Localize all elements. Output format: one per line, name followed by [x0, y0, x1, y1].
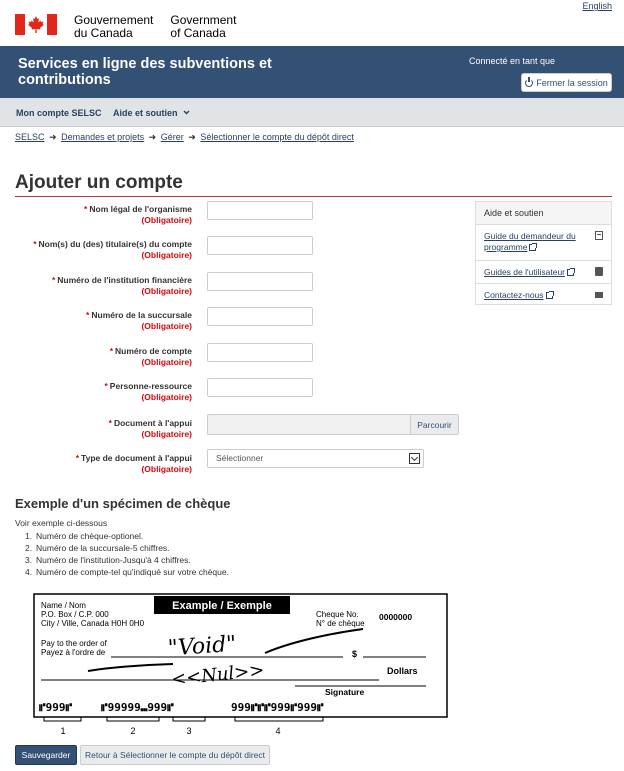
micr-cheque-number: ⑈999⑈: [39, 701, 73, 714]
help-panel-heading: Aide et soutien: [476, 202, 611, 225]
cheque-no-label-1: Cheque No.: [316, 610, 359, 619]
field-label: * Numéro de compte (Obligatoire): [109, 346, 192, 367]
app-banner: [0, 46, 624, 98]
gov-name-en: Government of Canada: [170, 13, 237, 40]
dollar-sign: $: [352, 649, 358, 659]
dollars-label: Dollars: [387, 666, 418, 676]
cheque-po: P.O. Box / C.P. 000: [41, 610, 109, 619]
logout-button[interactable]: [521, 73, 612, 92]
envelope-icon: [595, 292, 603, 298]
government-signature: [15, 14, 236, 40]
logout-label: Fermer la session: [536, 77, 608, 88]
list-item: 4. Numéro de compte-tel qu'indiqué sur votre chèque.: [25, 567, 229, 577]
chevron-down-icon: [183, 110, 190, 115]
field-label: * Numéro de l'institution financière (Obligatoire): [51, 275, 192, 296]
link-label: Guide du demandeur du programme: [484, 231, 576, 252]
breadcrumb-manage[interactable]: Gérer: [160, 132, 184, 142]
void-handwriting: "Void": [167, 631, 238, 662]
list-item: 2. Numéro de la succursale-5 chiffres.: [25, 543, 170, 553]
cheque-banner: Example / Exemple: [172, 600, 272, 612]
marker-3: 3: [186, 726, 192, 736]
field-label: * Nom légal de l'organisme (Obligatoire): [84, 204, 192, 225]
select-value: Sélectionner: [216, 453, 264, 463]
signature-label: Signature: [325, 687, 365, 697]
page-title: Ajouter un compte: [15, 172, 183, 193]
cheque-name: Name / Nom: [41, 601, 86, 610]
main-menu: [0, 98, 624, 127]
nul-handwriting: <<Nul>>: [170, 659, 266, 691]
chevron-down-icon: [409, 453, 420, 464]
gov-name-fr: Gouvernement du Canada: [74, 13, 154, 40]
institution-number-input[interactable]: [207, 272, 313, 291]
signed-in-label: Connecté en tant que: [469, 56, 556, 66]
legal-name-input[interactable]: [207, 201, 313, 220]
field-label: * Type de document à l'appui (Obligatoire): [75, 453, 192, 474]
calendar-icon: [595, 231, 603, 240]
marker-1: 1: [60, 726, 66, 736]
menu-item-help[interactable]: [113, 108, 190, 118]
language-toggle-link[interactable]: English: [582, 1, 612, 11]
browse-button[interactable]: Parcourir: [410, 414, 459, 435]
breadcrumb: [15, 132, 354, 143]
external-link-icon: [567, 269, 574, 276]
cheque-specimen-image: [33, 593, 449, 739]
app-title: Services en ligne des subventions et contributions: [18, 56, 272, 88]
marker-4: 4: [275, 726, 281, 736]
marker-2: 2: [130, 726, 136, 736]
account-number-input[interactable]: [207, 343, 313, 362]
cheque-city: City / Ville, Canada H0H 0H0: [41, 619, 145, 628]
external-link-icon: [529, 244, 536, 251]
micr-account: 999⑈⑈⑈999⑈999⑈: [231, 701, 324, 714]
pay-to-label-1: Pay to the order of: [41, 639, 107, 648]
document-type-select[interactable]: [207, 449, 424, 468]
supporting-document-file-input[interactable]: [207, 414, 411, 435]
breadcrumb-select-account[interactable]: Sélectionner le compte du dépôt direct: [200, 132, 354, 142]
canada-flag-icon: [15, 14, 57, 35]
field-label: * Nom(s) du (des) titulaire(s) du compte (Obligatoire): [33, 239, 192, 260]
cheque-no-label-2: N° de chèque: [316, 619, 365, 628]
link-label: Contactez-nous: [484, 290, 544, 300]
link-user-guides[interactable]: [476, 261, 611, 284]
cheque-steps: [25, 530, 229, 578]
cheque-no-value: 0000000: [379, 612, 413, 622]
pay-to-label-2: Payez à l'ordre de: [41, 648, 106, 657]
external-link-icon: [546, 292, 553, 299]
account-holders-input[interactable]: [207, 236, 313, 255]
arrow-icon: ➜: [49, 132, 57, 142]
contact-person-input[interactable]: [207, 378, 313, 397]
save-button[interactable]: Sauvegarder: [15, 745, 77, 765]
breadcrumb-selsc[interactable]: SELSC: [15, 132, 45, 142]
field-label: * Document à l'appui (Obligatoire): [108, 418, 192, 439]
power-icon: [525, 79, 533, 87]
arrow-icon: ➜: [188, 132, 196, 142]
link-applicant-guide[interactable]: [476, 225, 611, 261]
link-label: Guides de l'utilisateur: [484, 267, 565, 277]
title-divider: [15, 196, 612, 197]
cheque-intro: Voir exemple ci-dessous: [15, 518, 108, 528]
branch-number-input[interactable]: [207, 307, 313, 326]
cheque-section-heading: Exemple d'un spécimen de chèque: [15, 496, 231, 511]
list-item: 3. Numéro de l'institution-Jusqu'à 4 chiffres.: [25, 555, 191, 565]
breadcrumb-requests[interactable]: Demandes et projets: [61, 132, 145, 142]
field-label: * Numéro de la succursale (Obligatoire): [86, 310, 192, 331]
micr-transit: ⑈99999⑉999⑈: [101, 701, 174, 714]
book-icon: [595, 267, 603, 276]
list-item: 1. Numéro de chèque-optionel.: [25, 531, 144, 541]
field-label: * Personne-ressource (Obligatoire): [104, 381, 192, 402]
menu-item-help-label: Aide et soutien: [113, 108, 178, 118]
link-contact-us[interactable]: [476, 284, 611, 306]
arrow-icon: ➜: [148, 132, 157, 142]
back-button[interactable]: Retour à Sélectionner le compte du dépôt direct: [80, 745, 270, 765]
help-support-panel: [475, 201, 612, 305]
menu-item-my-account[interactable]: Mon compte SELSC: [16, 108, 102, 118]
